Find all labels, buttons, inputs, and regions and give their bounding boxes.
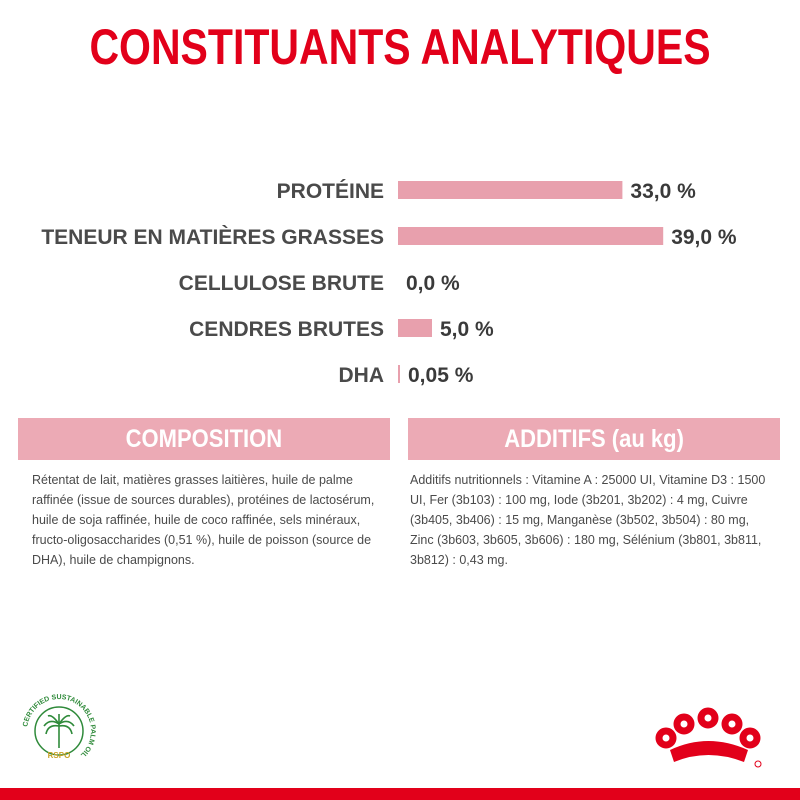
category-label: PROTÉINE (276, 180, 384, 203)
analytical-constituents-chart (0, 160, 800, 400)
additives-text: Additifs nutritionnels : Vitamine A : 25000 UI, Vitamine D3 : 1500 UI, Fer (3b103) : 100 mg, Iode (3b201, 3b202) : 4 mg, Cuivre (3b405, 3b406) : 15 mg, Manganèse (3b502, 3b504) : 80 mg, Zinc (3b603, 3b605, 3b606) : 180 mg, Sélénium (3b801, 3b811, 3b812) : 0,43 mg. (410, 473, 766, 567)
page-title: CONSTITUANTS ANALYTIQUES (89, 19, 711, 75)
value-label: 0,05 % (408, 364, 474, 387)
value-label: 39,0 % (671, 226, 737, 249)
rspo-logo (18, 690, 100, 772)
value-label: 5,0 % (440, 318, 494, 341)
palm-tree-icon (44, 714, 74, 748)
value-label: 0,0 % (406, 272, 460, 295)
category-label: TENEUR EN MATIÈRES GRASSES (41, 226, 384, 249)
value-label: 33,0 % (630, 180, 696, 203)
category-label: DHA (338, 364, 384, 387)
bar (398, 365, 400, 383)
crown-icon (652, 706, 772, 772)
bar (398, 181, 622, 199)
rspo-ring-text: CERTIFIED SUSTAINABLE PALM OIL (22, 693, 97, 759)
additives-header-label: ADDITIFS (au kg) (504, 424, 684, 453)
footer-bar (0, 788, 800, 800)
additives-header (408, 418, 780, 460)
rspo-label: RSPO (47, 751, 71, 760)
composition-header-label: COMPOSITION (125, 424, 283, 453)
bar (398, 227, 663, 245)
composition-header (18, 418, 390, 460)
bar (398, 319, 432, 337)
category-label: CENDRES BRUTES (189, 318, 384, 341)
category-label: CELLULOSE BRUTE (178, 272, 384, 295)
composition-text: Rétentat de lait, matières grasses laitières, huile de palme raffinée (issue de sources durables), protéines de lactosérum, huile de soja raffinée, huile de coco raffinée, sels minéraux, fructo-oligosaccharides (0,51 %), huile de poisson (source de DHA), huile de champignons. (32, 473, 375, 567)
